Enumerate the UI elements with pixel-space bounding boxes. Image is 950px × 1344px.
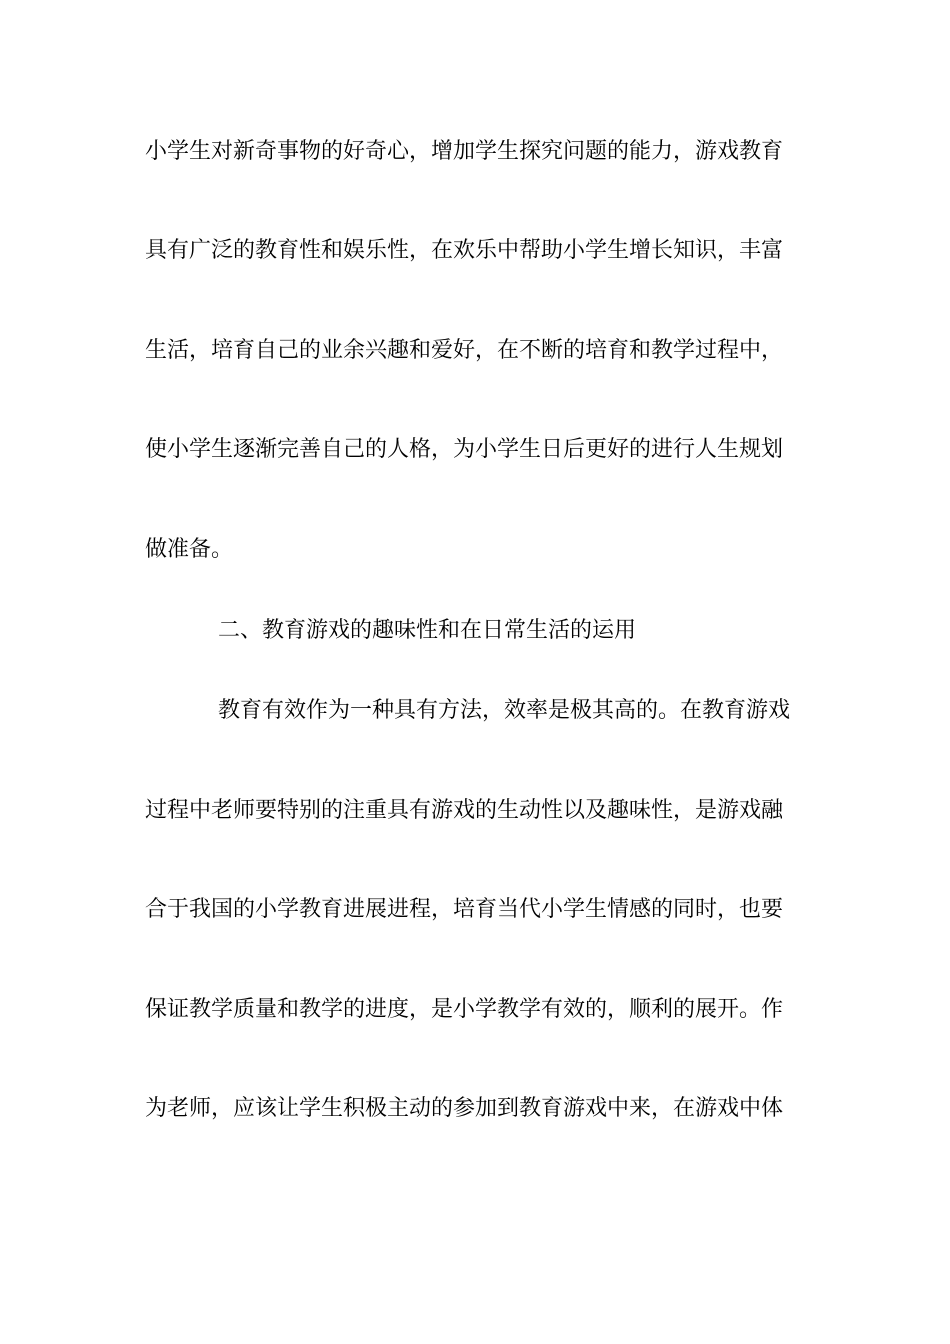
body-text-line: 生活，培育自己的业余兴趣和爱好，在不断的培育和教学过程中， [145, 338, 784, 363]
body-text-line: 做准备。 [145, 537, 234, 562]
section-heading: 二、教育游戏的趣味性和在日常生活的运用 [218, 618, 637, 643]
body-text-line: 保证教学质量和教学的进度，是小学教学有效的，顺利的展开。作 [145, 997, 784, 1022]
body-text-line: 使小学生逐渐完善自己的人格，为小学生日后更好的进行人生规划 [145, 437, 784, 462]
body-text-line: 小学生对新奇事物的好奇心，增加学生探究问题的能力，游戏教育 [145, 139, 784, 164]
body-text-line: 具有广泛的教育性和娱乐性，在欢乐中帮助小学生增长知识，丰富 [145, 238, 784, 263]
body-text-line: 教育有效作为一种具有方法，效率是极其高的。在教育游戏 [218, 698, 791, 723]
body-text-line: 合于我国的小学教育进展进程，培育当代小学生情感的同时，也要 [145, 897, 784, 922]
body-text-line: 过程中老师要特别的注重具有游戏的生动性以及趣味性，是游戏融 [145, 798, 784, 823]
body-text-line: 为老师，应该让学生积极主动的参加到教育游戏中来，在游戏中体 [145, 1096, 784, 1121]
